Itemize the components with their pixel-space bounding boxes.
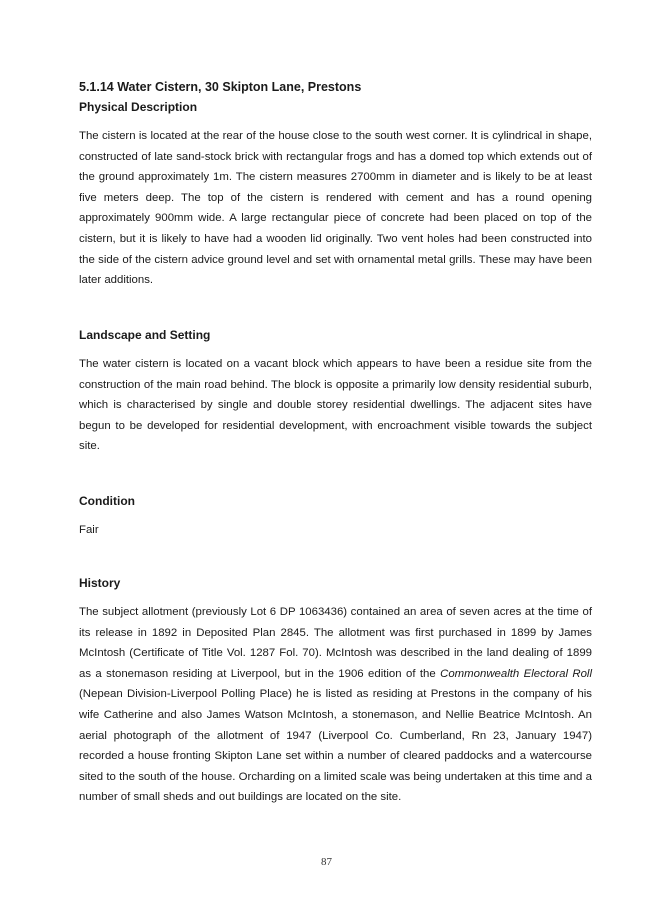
section-body: The water cistern is located on a vacant block which appears to have been a residue site from the construction of the main road behind. The block is opposite a primarily low density residential suburb, which is characterised by single and double storey residential dwellings. The adjacent sites have begun to be developed for residential development, with encroachment visible towards the subject site. [79, 358, 592, 453]
section-body [79, 602, 592, 808]
section-physical-description [79, 98, 592, 291]
section-heading: Landscape and Setting [79, 328, 211, 342]
section-history [79, 574, 592, 808]
section-body: Fair [79, 524, 99, 536]
section-condition [79, 492, 592, 541]
document-title-block [79, 78, 592, 96]
italic-title: Commonwealth Electoral Roll [440, 667, 592, 680]
section-landscape-and-setting [79, 326, 592, 457]
body-text: (Nepean Division-Liverpool Polling Place) he is listed as residing at Prestons in the company of his wife Catherine and also James Watson McIntosh, a stonemason, and Nellie Beatrice McIntosh. An aerial photograph of the allotment of 1947 (Liverpool Co. Cumberland, Rn 23, January 1947) recorded a house fronting Skipton Lane set within a number of cleared paddocks and a watercourse sited to the south of the house. Orcharding on a limited scale was being undertaken at this time and a number of small sheds and out buildings are located on the site. [79, 688, 592, 804]
section-heading: History [79, 576, 121, 590]
section-heading: Condition [79, 494, 135, 508]
page-number: 87 [321, 856, 332, 868]
body-text: The subject allotment (previously Lot 6 DP 1063436) contained an area of seven acres at the time of its release in 1892 in Deposited Plan 2845. The allotment was first purchased in 1899 by James McIntosh (Certificate of Title Vol. 1287 Fol. 70). McIntosh was described in the land dealing of 1899 as a stonemason residing at Liverpool, but in the 1906 edition of the [79, 606, 592, 680]
document-title: 5.1.14 Water Cistern, 30 Skipton Lane, Prestons [79, 80, 362, 94]
section-heading: Physical Description [79, 100, 198, 114]
section-body: The cistern is located at the rear of the house close to the south west corner. It is cylindrical in shape, constructed of late sand-stock brick with rectangular frogs and has a domed top which extends out of the ground approximately 1m. The cistern measures 2700mm in diameter and is likely to be at least five meters deep. The top of the cistern is rendered with cement and has a round opening approximately 900mm wide. A large rectangular piece of concrete had been placed on top of the cistern, but it is likely to have had a wooden lid originally. Two vent holes had been constructed into the side of the cistern advice ground level and set with ornamental metal grills. These may have been later additions. [79, 130, 592, 287]
